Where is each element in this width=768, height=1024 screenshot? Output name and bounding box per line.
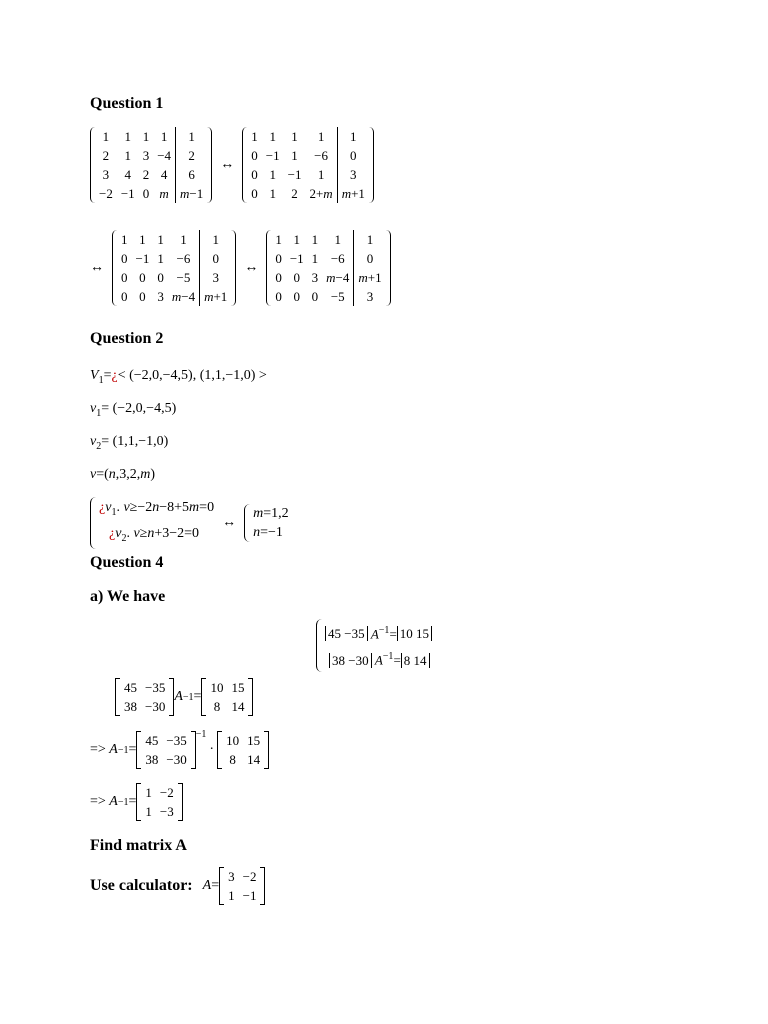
matrix-cell: 1 bbox=[269, 167, 276, 182]
matrix-cell: −1 bbox=[135, 251, 150, 266]
matrix-row bbox=[95, 184, 207, 203]
matrix-cell: 1 bbox=[200, 230, 232, 249]
q2-span-definition bbox=[90, 368, 267, 386]
matrix-cell: 15 bbox=[247, 733, 261, 748]
system-row-2 bbox=[99, 523, 214, 549]
q2-v-line: v=(n,3,2,m) bbox=[90, 467, 156, 482]
matrix-row bbox=[95, 127, 207, 146]
matrix-cell: 0 bbox=[139, 270, 146, 285]
matrix-cell: −6 bbox=[314, 148, 328, 163]
matrix-row bbox=[141, 750, 190, 769]
matrix-cell: −2 bbox=[159, 785, 174, 800]
matrix-cell: 14 bbox=[247, 752, 261, 767]
matrix-cell: −30 bbox=[145, 699, 166, 714]
matrix-cell: 1 bbox=[139, 232, 146, 247]
matrix-cell: −1 bbox=[242, 888, 257, 903]
equation-text: . v≥n+3−2=0 bbox=[126, 525, 200, 541]
matrix-row bbox=[247, 184, 369, 203]
matrix-cell: −2 bbox=[242, 869, 257, 884]
matrix-cell: m bbox=[159, 186, 169, 201]
augmented-matrix-1 bbox=[90, 127, 212, 203]
matrix-row bbox=[117, 268, 231, 287]
equation-text: . v≥−2n−8+5m=0 bbox=[116, 500, 215, 515]
matrix-cells bbox=[247, 127, 369, 203]
matrix-cells bbox=[222, 731, 264, 769]
matrix-cell: 8 bbox=[229, 752, 236, 767]
matrix-row bbox=[117, 287, 231, 306]
part-a-heading: a) We have bbox=[90, 588, 166, 605]
matrix-cell: 0 bbox=[157, 270, 164, 285]
matrix-a: A bbox=[202, 878, 212, 893]
matrix-cell: 15 bbox=[231, 680, 245, 695]
solution-rows bbox=[253, 504, 289, 542]
matrix-cell: 38 bbox=[145, 752, 159, 767]
equals-sign: = bbox=[393, 652, 401, 668]
use-calculator-label: Use calculator: bbox=[90, 877, 193, 894]
matrix-row bbox=[141, 731, 190, 750]
matrix-cell: 1 bbox=[291, 148, 298, 163]
inverse-exponent: −1 bbox=[195, 729, 207, 740]
vector-subscript: 2 bbox=[96, 440, 102, 452]
left-brace bbox=[316, 619, 322, 672]
matrix-cell: 1 bbox=[269, 129, 276, 144]
multiply-dot: · bbox=[209, 742, 215, 757]
matrix-cell: 0 bbox=[251, 148, 258, 163]
matrix-a: A bbox=[109, 742, 118, 757]
matrix-cell: 45 bbox=[145, 733, 159, 748]
matrix-cells bbox=[141, 783, 177, 821]
matrix-row bbox=[271, 268, 385, 287]
q2-system bbox=[90, 497, 289, 549]
q4-final-line bbox=[90, 867, 265, 905]
matrix-cell: 1 bbox=[311, 232, 319, 247]
matrix-cell: 0 bbox=[337, 146, 369, 165]
matrix-cell: 3 bbox=[354, 287, 386, 306]
matrix-a: A bbox=[370, 626, 379, 642]
matrix-cell: 0 bbox=[121, 270, 128, 285]
equivalence-arrow: ↔ bbox=[220, 157, 235, 172]
matrix-cell: 0 bbox=[121, 251, 128, 266]
matrix-cell: 1 bbox=[160, 129, 168, 144]
equation-system bbox=[90, 497, 214, 549]
equals-sign: = bbox=[128, 742, 137, 757]
vector-value: = (−2,0,−4,5) bbox=[101, 401, 177, 416]
coefficient-matrix bbox=[115, 678, 174, 716]
matrix-row bbox=[117, 249, 231, 268]
vector-value: = (1,1,−1,0) bbox=[101, 434, 169, 449]
matrix-cell: 2 bbox=[291, 186, 298, 201]
matrix-row bbox=[206, 697, 248, 716]
matrix-row bbox=[247, 146, 369, 165]
equals-sign: = bbox=[211, 878, 220, 893]
question-4-heading: Question 4 bbox=[90, 554, 164, 571]
augmented-matrix-2 bbox=[242, 127, 374, 203]
matrix-row bbox=[141, 783, 177, 802]
matrix-cells bbox=[224, 867, 260, 905]
row-matrix: 38 −30 bbox=[329, 653, 372, 668]
inverse-result-matrix bbox=[136, 783, 182, 821]
matrix-cell: 2 bbox=[142, 167, 150, 182]
inverse-exponent: −1 bbox=[117, 796, 129, 808]
matrix-cell: 3 bbox=[200, 268, 232, 287]
question-2-heading: Question 2 bbox=[90, 330, 164, 347]
matrix-row bbox=[95, 165, 207, 184]
matrix-cell: 8 bbox=[213, 699, 221, 714]
matrix-cell: −1 bbox=[287, 167, 302, 182]
matrix-cell: −6 bbox=[330, 251, 345, 266]
matrix-cell: 1 bbox=[354, 230, 386, 249]
q2-v1-line bbox=[90, 401, 176, 419]
augmented-matrix-4 bbox=[266, 230, 390, 306]
matrix-cell: 1 bbox=[157, 232, 164, 247]
matrix-cell: 0 bbox=[275, 289, 282, 304]
matrix-cell: −6 bbox=[176, 251, 191, 266]
row-matrix: 45 −35 bbox=[325, 626, 368, 641]
matrix-cell: −1 bbox=[289, 251, 304, 266]
matrix-cell: 1 bbox=[334, 232, 342, 247]
matrix-cell: 1 bbox=[275, 232, 282, 247]
matrix-cell: m+1 bbox=[337, 184, 369, 203]
matrix-a: A bbox=[374, 652, 383, 668]
matrix-cell: 3 bbox=[311, 270, 319, 285]
matrix-row bbox=[141, 802, 177, 821]
matrix-row bbox=[247, 165, 369, 184]
matrix-cell: 45 bbox=[124, 680, 137, 695]
matrix-row bbox=[224, 867, 260, 886]
matrix-cell: 0 bbox=[251, 186, 258, 201]
matrix-cell: m+1 bbox=[200, 287, 232, 306]
span-name: V bbox=[90, 368, 99, 383]
matrix-cell: 3 bbox=[142, 148, 150, 163]
matrix-cell: 3 bbox=[102, 167, 110, 182]
rhs-matrix bbox=[201, 678, 253, 716]
matrix-cell: m−4 bbox=[171, 289, 196, 304]
matrix-cells bbox=[271, 230, 385, 306]
system-row-2 bbox=[325, 645, 432, 671]
matrix-cell: 1 bbox=[228, 888, 235, 903]
inverse-exponent: −1 bbox=[382, 651, 394, 663]
matrix-cell: 0 bbox=[311, 289, 319, 304]
system-rows bbox=[325, 619, 432, 672]
matrix-cell: 10 bbox=[210, 680, 224, 695]
implies-arrow: => bbox=[90, 794, 106, 809]
matrix-cell: 1 bbox=[317, 167, 325, 182]
render-artifact-glyph: ¿ bbox=[99, 500, 106, 515]
coefficient-matrix bbox=[136, 731, 195, 769]
matrix-cell: −5 bbox=[330, 289, 345, 304]
matrix-cell: −30 bbox=[166, 752, 187, 767]
render-artifact-glyph: ¿ bbox=[111, 368, 118, 383]
matrix-row bbox=[271, 249, 385, 268]
system-rows bbox=[99, 497, 214, 549]
matrix-cell: 3 bbox=[228, 869, 235, 884]
matrix-cell: 1 bbox=[337, 127, 369, 146]
matrix-cell: 1 bbox=[176, 127, 208, 146]
inverse-exponent: −1 bbox=[182, 691, 194, 703]
matrix-row bbox=[271, 230, 385, 249]
matrix-cell: 0 bbox=[275, 251, 282, 266]
span-vectors: < (−2,0,−4,5), (1,1,−1,0) > bbox=[117, 368, 267, 383]
matrix-cell: 2 bbox=[176, 146, 208, 165]
implies-arrow: => bbox=[90, 742, 106, 757]
matrix-cell: m+1 bbox=[354, 268, 386, 287]
equals-sign: = bbox=[389, 626, 397, 642]
row-rhs: 8 14 bbox=[401, 653, 430, 668]
system-row-1 bbox=[99, 497, 214, 523]
q4-result-step bbox=[90, 783, 183, 821]
q1-row-2 bbox=[90, 230, 391, 306]
matrix-equation-system bbox=[316, 619, 432, 672]
matrix-cell: m−4 bbox=[326, 270, 350, 285]
matrix-cell: 1 bbox=[145, 785, 152, 800]
matrix-cell: −5 bbox=[176, 270, 191, 285]
matrix-cell: 1 bbox=[251, 129, 258, 144]
matrix-cells bbox=[141, 731, 190, 769]
matrix-cell: 1 bbox=[142, 129, 150, 144]
vector-subscript: 1 bbox=[111, 506, 117, 518]
matrix-cell: 1 bbox=[269, 186, 276, 201]
matrix-cell: 1 bbox=[180, 232, 187, 247]
matrix-cell: 3 bbox=[337, 165, 369, 184]
equivalence-arrow: ↔ bbox=[222, 514, 237, 530]
matrix-row bbox=[120, 697, 169, 716]
system-row-1 bbox=[325, 619, 432, 645]
matrix-row bbox=[117, 230, 231, 249]
matrix-cell: 1 bbox=[124, 148, 132, 163]
matrix-cell: 4 bbox=[160, 167, 168, 182]
matrix-cell: 1 bbox=[102, 129, 110, 144]
solution-system bbox=[244, 504, 289, 542]
matrix-cell: 2 bbox=[102, 148, 110, 163]
matrix-cell: −2 bbox=[99, 186, 113, 201]
matrix-cell: m−1 bbox=[176, 184, 208, 203]
rhs-matrix bbox=[217, 731, 269, 769]
matrix-row bbox=[222, 750, 264, 769]
augmented-matrix-3 bbox=[112, 230, 236, 306]
matrix-cell: 1 bbox=[121, 232, 128, 247]
equivalence-arrow: ↔ bbox=[244, 260, 259, 275]
matrix-cell: 1 bbox=[124, 129, 132, 144]
q4-matrix-equation bbox=[115, 678, 253, 716]
matrix-cell: 0 bbox=[200, 249, 232, 268]
left-brace bbox=[90, 497, 96, 549]
matrix-cell: −1 bbox=[265, 148, 280, 163]
matrix-cell: 2+m bbox=[309, 186, 333, 201]
q2-v2-line bbox=[90, 434, 168, 452]
matrix-a: A bbox=[109, 794, 118, 809]
final-matrix bbox=[219, 867, 265, 905]
matrix-row bbox=[247, 127, 369, 146]
inverse-exponent: −1 bbox=[378, 625, 390, 636]
q4-inverse-step bbox=[90, 731, 269, 769]
matrix-cell: 1 bbox=[291, 129, 298, 144]
solution-n: n=−1 bbox=[253, 524, 283, 540]
matrix-cell: −35 bbox=[145, 680, 166, 695]
q1-row-1 bbox=[90, 127, 374, 203]
matrix-cell: 0 bbox=[275, 270, 282, 285]
vector-name: v bbox=[115, 525, 122, 541]
vector-subscript: 2 bbox=[121, 532, 127, 544]
matrix-cell: −4 bbox=[157, 148, 172, 163]
matrix-cell: 0 bbox=[293, 270, 300, 285]
equals-sign: = bbox=[103, 368, 112, 383]
matrix-cell: −3 bbox=[159, 804, 174, 819]
vector-name: v bbox=[90, 401, 97, 416]
matrix-row bbox=[222, 731, 264, 750]
matrix-row bbox=[271, 287, 385, 306]
matrix-cell: 0 bbox=[251, 167, 258, 182]
matrix-row bbox=[120, 678, 169, 697]
matrix-cell: −1 bbox=[120, 186, 135, 201]
matrix-cell: 6 bbox=[176, 165, 208, 184]
matrix-row bbox=[206, 678, 248, 697]
matrix-cells bbox=[206, 678, 248, 716]
matrix-cell: 1 bbox=[293, 232, 300, 247]
matrix-cells bbox=[95, 127, 207, 203]
matrix-cell: 1 bbox=[317, 129, 325, 144]
matrix-row bbox=[95, 146, 207, 165]
render-artifact-glyph: ¿ bbox=[109, 525, 116, 541]
solution-m: m=1,2 bbox=[253, 505, 289, 521]
vector-name: v bbox=[90, 434, 97, 449]
matrix-cell: 1 bbox=[145, 804, 152, 819]
matrix-cell: 3 bbox=[157, 289, 164, 304]
matrix-cell: 0 bbox=[354, 249, 386, 268]
q4-system bbox=[316, 619, 432, 677]
equals-sign: = bbox=[128, 794, 137, 809]
matrix-cells bbox=[120, 678, 169, 716]
matrix-cell: 0 bbox=[142, 186, 150, 201]
matrix-cell: 10 bbox=[226, 733, 240, 748]
inverse-exponent: −1 bbox=[117, 744, 129, 756]
matrix-cell: 4 bbox=[124, 167, 132, 182]
vector-name: v bbox=[105, 500, 112, 515]
row-rhs: 10 15 bbox=[397, 626, 432, 641]
matrix-cell: 1 bbox=[311, 251, 319, 266]
equivalence-arrow: ↔ bbox=[90, 260, 104, 275]
vector-subscript: 1 bbox=[96, 407, 102, 419]
matrix-cell: 38 bbox=[124, 699, 137, 714]
matrix-cell: −35 bbox=[166, 733, 187, 748]
matrix-cells bbox=[117, 230, 231, 306]
matrix-cell: 1 bbox=[157, 251, 164, 266]
matrix-row bbox=[224, 886, 260, 905]
matrix-a: A bbox=[174, 689, 183, 704]
matrix-cell: 14 bbox=[231, 699, 245, 714]
matrix-cell: 0 bbox=[121, 289, 128, 304]
left-brace bbox=[244, 504, 250, 542]
matrix-cell: 0 bbox=[293, 289, 300, 304]
span-subscript: 1 bbox=[98, 374, 104, 386]
find-matrix-heading: Find matrix A bbox=[90, 837, 187, 854]
matrix-cell: 0 bbox=[139, 289, 146, 304]
question-1-heading: Question 1 bbox=[90, 95, 164, 112]
equals-sign: = bbox=[193, 689, 202, 704]
